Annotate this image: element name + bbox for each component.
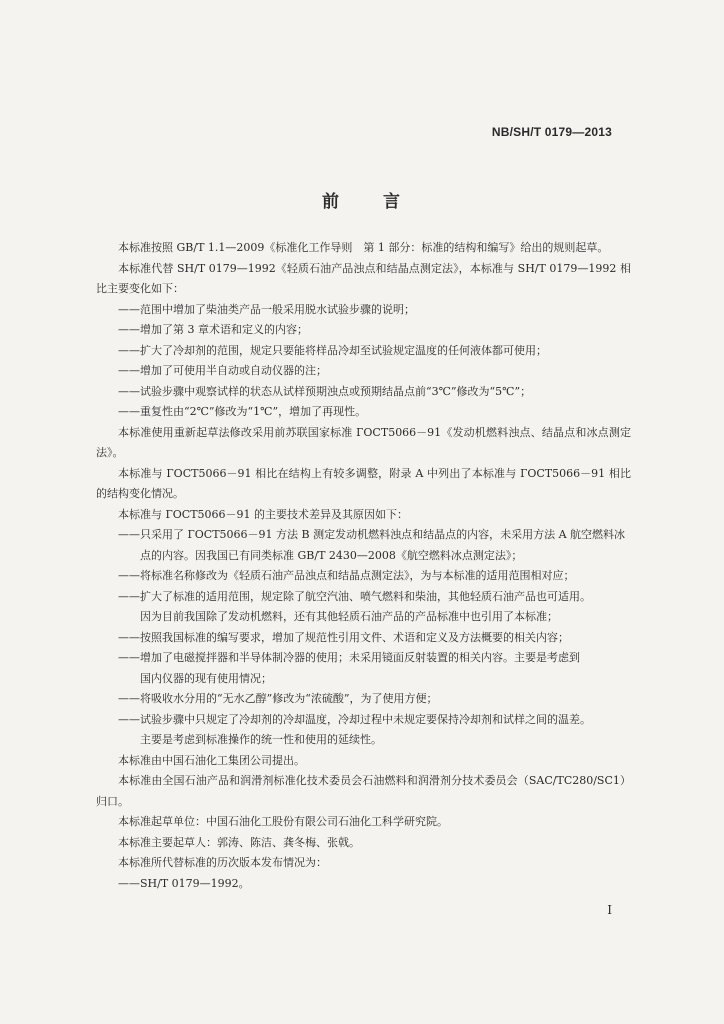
paragraph: 本标准起草单位：中国石油化工股份有限公司石油化工科学研究院。 xyxy=(118,815,448,828)
list-item: ——按照我国标准的编写要求，增加了规范性引用文件、术语和定义及方法概要的相关内容； xyxy=(118,630,569,644)
list-item-continuation: 因为目前我国除了发动机燃料，还有其他轻质石油产品的产品标准中也引用了本标准； xyxy=(140,610,558,623)
list-item: ——只采用了 ГОСТ5066－91 方法 B 测定发动机燃料浊点和结晶点的内容，未采用方法 A 航空燃料冰点的内容。因我国已有同类标准 GB/T 2430—2008《航空燃料冰点测定法》； xyxy=(118,528,626,562)
list-item: ——将吸收水分用的“无水乙醇”修改为“浓硫酸”，为了使用方便； xyxy=(118,692,438,705)
list-item-continuation: 主要是考虑到标准操作的统一性和使用的延续性。 xyxy=(140,733,382,746)
list-item: ——增加了可使用半自动或自动仪器的注； xyxy=(118,364,327,377)
paragraph: 本标准与 ГОСТ5066－91 的主要技术差异及其原因如下： xyxy=(118,507,409,521)
paragraph: 本标准与 ГОСТ5066－91 相比在结构上有较多调整，附录 A 中列出了本标准与 ГОСТ5066－91 相比的结构变化情况。 xyxy=(96,466,631,500)
paragraph: 本标准所代替标准的历次版本发布情况为： xyxy=(118,856,327,869)
document-code: NB/SH/T 0179—2013 xyxy=(491,125,612,139)
paragraph: 本标准主要起草人：郭涛、陈洁、龚冬梅、张戟。 xyxy=(118,835,360,849)
list-item: ——试验步骤中只规定了冷却剂的冷却温度，冷却过程中未规定要保持冷却剂和试样之间的温差。 xyxy=(118,712,591,726)
list-item-continuation: 国内仪器的现有使用情况； xyxy=(140,671,272,685)
list-item: ——试验步骤中观察试样的状态从试样预期浊点或预期结晶点前“3℃”修改为“5℃”； xyxy=(118,384,532,398)
page-title xyxy=(0,187,724,212)
paragraph: 本标准由中国石油化工集团公司提出。 xyxy=(118,753,305,767)
paragraph: 本标准使用重新起草法修改采用前苏联国家标准 ГОСТ5066－91《发动机燃料浊点、结晶点和冰点测定法》。 xyxy=(96,425,631,459)
list-item: ——SH/T 0179—1992。 xyxy=(118,876,250,890)
paragraph: 本标准代替 SH/T 0179—1992《轻质石油产品浊点和结晶点测定法》，本标准与 SH/T 0179—1992 相比主要变化如下： xyxy=(96,261,631,295)
foreword-body xyxy=(96,238,631,894)
list-item: ——增加了第 3 章术语和定义的内容； xyxy=(118,323,308,336)
title-char-2: 言 xyxy=(383,192,402,212)
page-number: I xyxy=(607,903,612,917)
list-item: ——扩大了标准的适用范围，规定除了航空汽油、喷气燃料和柴油，其他轻质石油产品也可适用。 xyxy=(118,589,591,603)
list-item: ——扩大了冷却剂的范围，规定只要能将样品冷却至试验规定温度的任何液体都可使用； xyxy=(118,343,547,357)
list-item: ——范围中增加了柴油类产品一般采用脱水试验步骤的说明； xyxy=(118,302,415,316)
list-item: ——增加了电磁搅拌器和半导体制冷器的使用；未采用镜面反射装置的相关内容。主要是考虑到 xyxy=(118,651,580,664)
paragraph: 本标准按照 GB/T 1.1—2009《标准化工作导则 第 1 部分：标准的结构和编写》给出的规则起草。 xyxy=(118,241,609,254)
list-item: ——重复性由“2℃”修改为“1℃”，增加了再现性。 xyxy=(118,405,367,418)
title-char-1: 前 xyxy=(322,192,341,212)
paragraph: 本标准由全国石油产品和润滑剂标准化技术委员会石油燃料和润滑剂分技术委员会（SAC/TC280/SC1）归口。 xyxy=(96,774,631,808)
list-item: ——将标准名称修改为《轻质石油产品浊点和结晶点测定法》，为与本标准的适用范围相对应； xyxy=(118,569,575,582)
